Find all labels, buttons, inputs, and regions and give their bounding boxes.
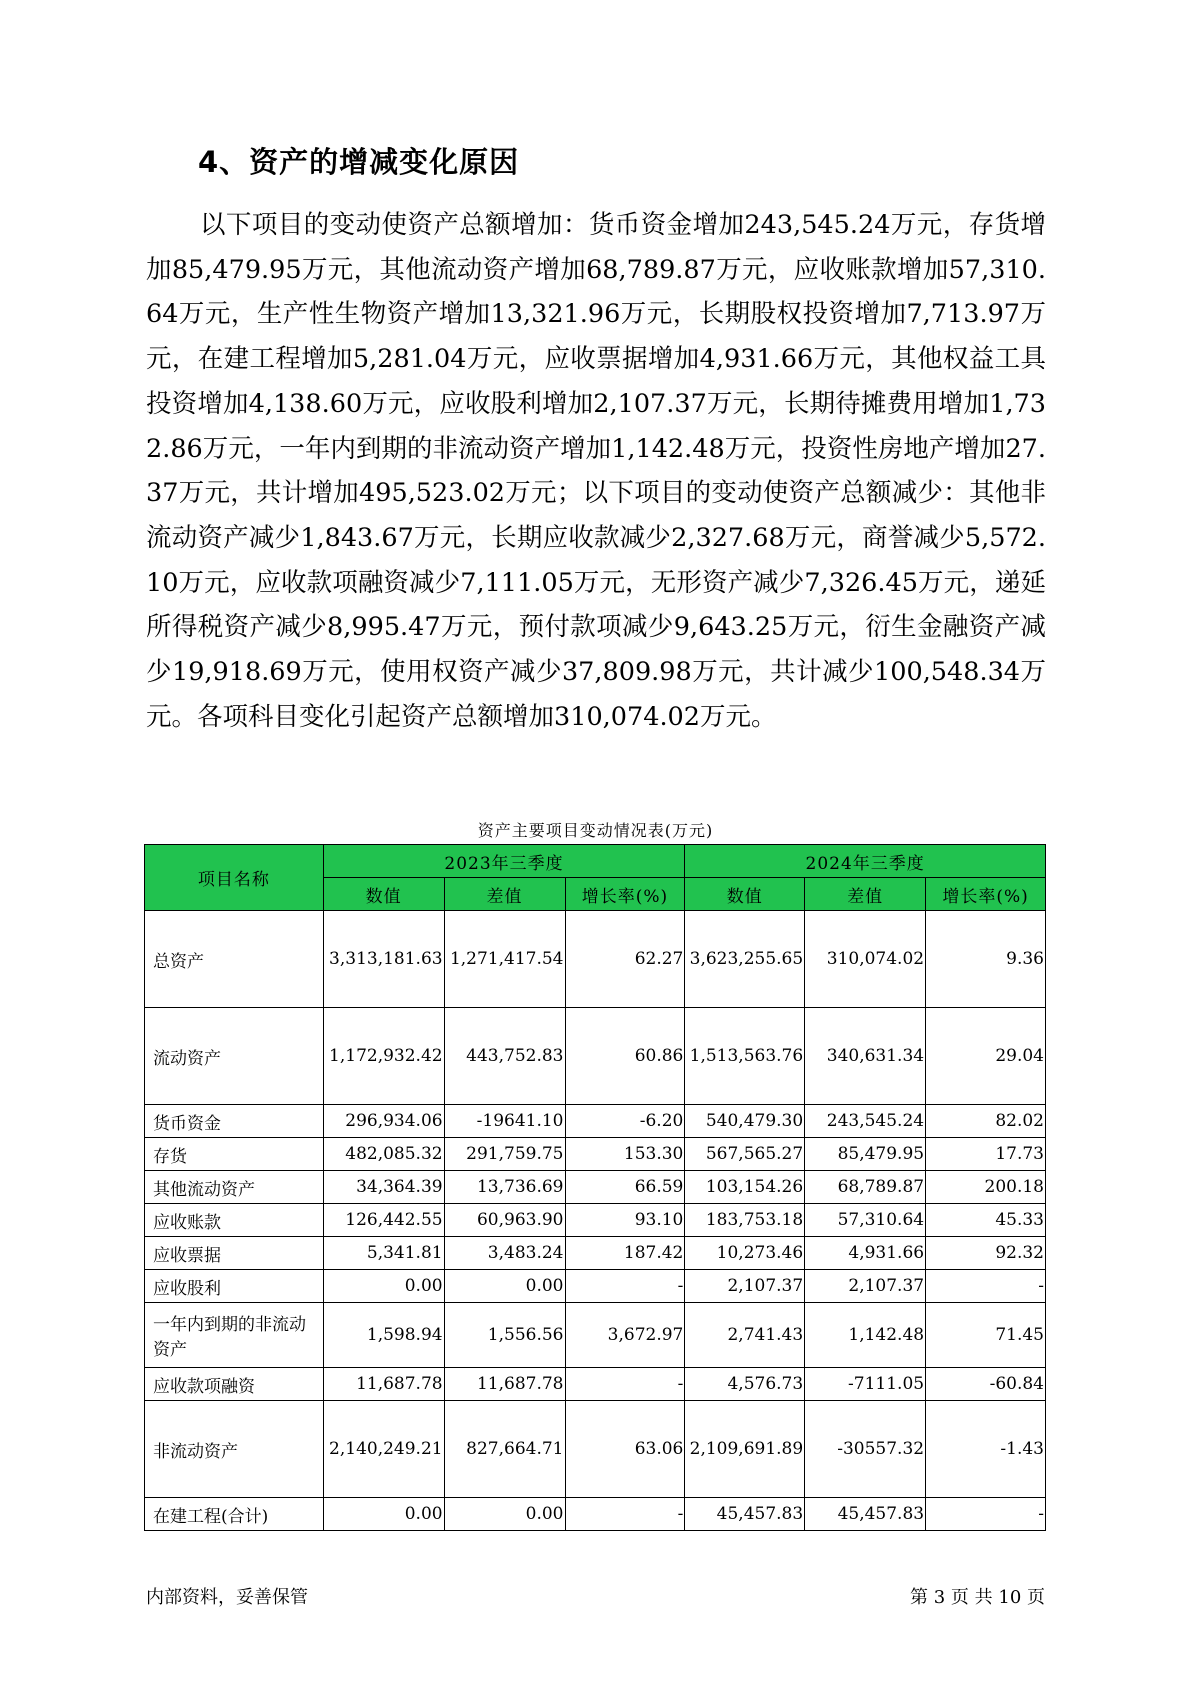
diff-2024: -7111.05 <box>805 1368 926 1401</box>
growth-2023: 153.30 <box>565 1138 685 1171</box>
table-row <box>145 1237 1046 1270</box>
growth-2024: -1.43 <box>926 1401 1046 1498</box>
value-2023: 0.00 <box>323 1270 444 1303</box>
value-2023: 2,140,249.21 <box>323 1401 444 1498</box>
row-name: 一年内到期的非流动资产 <box>145 1303 324 1368</box>
value-2023: 296,934.06 <box>323 1105 444 1138</box>
growth-2024: 92.32 <box>926 1237 1046 1270</box>
growth-2024: -60.84 <box>926 1368 1046 1401</box>
row-name: 非流动资产 <box>145 1401 324 1498</box>
growth-2023: 66.59 <box>565 1171 685 1204</box>
diff-2023: 60,963.90 <box>444 1204 565 1237</box>
growth-2023: 187.42 <box>565 1237 685 1270</box>
header-diff-2023: 差值 <box>444 878 565 911</box>
value-2023: 5,341.81 <box>323 1237 444 1270</box>
growth-2024: 9.36 <box>926 911 1046 1008</box>
body-paragraph: 以下项目的变动使资产总额增加：货币资金增加243,545.24万元，存货增加85,479.95万元，其他流动资产增加68,789.87万元，应收账款增加57,310.64万元，生产性生物资产增加13,321.96万元，长期股权投资增加7,713.97万元，在建工程增加5,281.04万元，应收票据增加4,931.66万元，其他权益工具投资增加4,138.60万元，应收股利增加2,107.37万元，长期待摊费用增加1,732.86万元，一年内到期的非流动资产增加1,142.48万元，投资性房地产增加27.37万元，共计增加495,523.02万元；以下项目的变动使资产总额减少：其他非流动资产减少1,843.67万元，长期应收款减少2,327.68万元，商誉减少5,572.10万元，应收款项融资减少7,111.05万元，无形资产减少7,326.45万元，递延所得税资产减少8,995.47万元，预付款项减少9,643.25万元，衍生金融资产减少19,918.69万元，使用权资产减少37,809.98万元，共计减少100,548.34万元。各项科目变化引起资产总额增加310,074.02万元。 <box>146 210 1046 732</box>
diff-2023: 0.00 <box>444 1270 565 1303</box>
header-period-2024: 2024年三季度 <box>685 845 1046 878</box>
value-2024: 3,623,255.65 <box>685 911 805 1008</box>
growth-2023: - <box>565 1498 685 1531</box>
row-name: 在建工程(合计) <box>145 1498 324 1531</box>
header-growth-2023: 增长率(%) <box>565 878 685 911</box>
value-2024: 540,479.30 <box>685 1105 805 1138</box>
diff-2023: 0.00 <box>444 1498 565 1531</box>
growth-2024: - <box>926 1498 1046 1531</box>
diff-2023: 3,483.24 <box>444 1237 565 1270</box>
value-2024: 103,154.26 <box>685 1171 805 1204</box>
row-name: 存货 <box>145 1138 324 1171</box>
row-name: 应收股利 <box>145 1270 324 1303</box>
growth-2024: 82.02 <box>926 1105 1046 1138</box>
table-row <box>145 1138 1046 1171</box>
value-2023: 1,172,932.42 <box>323 1008 444 1105</box>
diff-2023: 443,752.83 <box>444 1008 565 1105</box>
diff-2024: 45,457.83 <box>805 1498 926 1531</box>
diff-2023: 13,736.69 <box>444 1171 565 1204</box>
row-name: 应收账款 <box>145 1204 324 1237</box>
growth-2023: 3,672.97 <box>565 1303 685 1368</box>
diff-2024: 57,310.64 <box>805 1204 926 1237</box>
growth-2023: 60.86 <box>565 1008 685 1105</box>
value-2023: 34,364.39 <box>323 1171 444 1204</box>
diff-2023: -19641.10 <box>444 1105 565 1138</box>
row-name: 流动资产 <box>145 1008 324 1105</box>
growth-2023: 93.10 <box>565 1204 685 1237</box>
value-2024: 1,513,563.76 <box>685 1008 805 1105</box>
value-2023: 126,442.55 <box>323 1204 444 1237</box>
growth-2024: 45.33 <box>926 1204 1046 1237</box>
growth-2023: - <box>565 1270 685 1303</box>
row-name: 总资产 <box>145 911 324 1008</box>
growth-2024: 29.04 <box>926 1008 1046 1105</box>
diff-2024: -30557.32 <box>805 1401 926 1498</box>
value-2024: 10,273.46 <box>685 1237 805 1270</box>
growth-2023: - <box>565 1368 685 1401</box>
diff-2024: 310,074.02 <box>805 911 926 1008</box>
value-2024: 2,107.37 <box>685 1270 805 1303</box>
diff-2024: 340,631.34 <box>805 1008 926 1105</box>
footer-page-number: 第 3 页 共 10 页 <box>910 1587 1045 1608</box>
growth-2023: 63.06 <box>565 1401 685 1498</box>
growth-2023: 62.27 <box>565 911 685 1008</box>
diff-2024: 68,789.87 <box>805 1171 926 1204</box>
value-2023: 11,687.78 <box>323 1368 444 1401</box>
header-value-2023: 数值 <box>323 878 444 911</box>
value-2024: 2,741.43 <box>685 1303 805 1368</box>
table-row <box>145 1401 1046 1498</box>
table-row <box>145 1270 1046 1303</box>
diff-2024: 243,545.24 <box>805 1105 926 1138</box>
diff-2023: 1,271,417.54 <box>444 911 565 1008</box>
value-2024: 567,565.27 <box>685 1138 805 1171</box>
growth-2024: 17.73 <box>926 1138 1046 1171</box>
header-period-2023: 2023年三季度 <box>323 845 685 878</box>
value-2023: 0.00 <box>323 1498 444 1531</box>
table-row <box>145 911 1046 1008</box>
value-2024: 2,109,691.89 <box>685 1401 805 1498</box>
row-name: 应收票据 <box>145 1237 324 1270</box>
diff-2024: 1,142.48 <box>805 1303 926 1368</box>
diff-2023: 291,759.75 <box>444 1138 565 1171</box>
table-body <box>145 911 1046 1531</box>
value-2024: 183,753.18 <box>685 1204 805 1237</box>
value-2023: 3,313,181.63 <box>323 911 444 1008</box>
table-caption: 资产主要项目变动情况表(万元) <box>477 821 714 840</box>
diff-2023: 827,664.71 <box>444 1401 565 1498</box>
diff-2024: 2,107.37 <box>805 1270 926 1303</box>
row-name: 应收款项融资 <box>145 1368 324 1401</box>
value-2024: 4,576.73 <box>685 1368 805 1401</box>
growth-2024: 71.45 <box>926 1303 1046 1368</box>
value-2023: 482,085.32 <box>323 1138 444 1171</box>
table-row <box>145 1498 1046 1531</box>
growth-2023: -6.20 <box>565 1105 685 1138</box>
footer-confidential-note: 内部资料，妥善保管 <box>146 1587 308 1608</box>
table-row <box>145 1008 1046 1105</box>
table-row <box>145 1368 1046 1401</box>
diff-2023: 1,556.56 <box>444 1303 565 1368</box>
growth-2024: - <box>926 1270 1046 1303</box>
table-row <box>145 1105 1046 1138</box>
value-2024: 45,457.83 <box>685 1498 805 1531</box>
table-row <box>145 1303 1046 1368</box>
diff-2023: 11,687.78 <box>444 1368 565 1401</box>
header-item-name: 项目名称 <box>145 845 324 911</box>
row-name: 货币资金 <box>145 1105 324 1138</box>
value-2023: 1,598.94 <box>323 1303 444 1368</box>
table-row <box>145 1204 1046 1237</box>
section-heading: 4、资产的增减变化原因 <box>198 145 520 179</box>
table-row <box>145 1171 1046 1204</box>
growth-2024: 200.18 <box>926 1171 1046 1204</box>
header-growth-2024: 增长率(%) <box>926 878 1046 911</box>
diff-2024: 4,931.66 <box>805 1237 926 1270</box>
header-diff-2024: 差值 <box>805 878 926 911</box>
header-value-2024: 数值 <box>685 878 805 911</box>
diff-2024: 85,479.95 <box>805 1138 926 1171</box>
assets-change-table <box>144 844 1046 1531</box>
row-name: 其他流动资产 <box>145 1171 324 1204</box>
